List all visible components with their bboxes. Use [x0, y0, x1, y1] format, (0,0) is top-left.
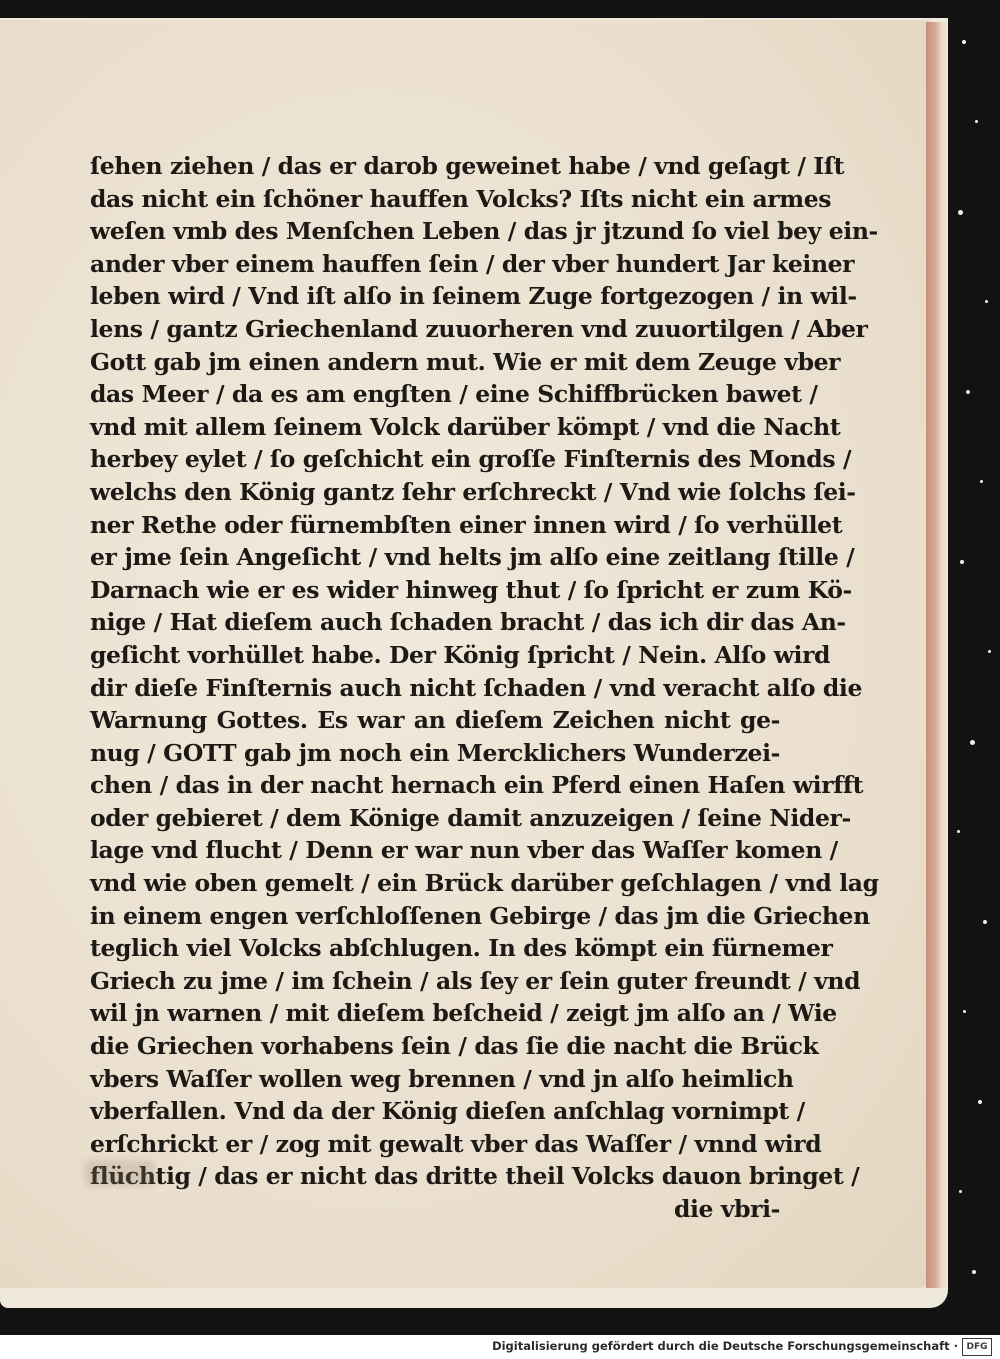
text-line: flüchtig / das er nicht das dritte theil Volcks dauon bringet /: [90, 1162, 860, 1191]
text-line: nug / GOTT gab jm noch ein Mercklichers Wunderzei-: [90, 738, 780, 767]
text-line: ner Rethe oder fürnembſten einer innen wird / ſo verhüllet: [90, 510, 843, 539]
text-line: erſchrickt er / zog mit gewalt vber das Waſſer / vnnd wird: [90, 1129, 822, 1158]
text-line: weſen vmb des Menſchen Leben / das jr jtzund ſo viel bey ein-: [90, 217, 878, 246]
text-line: herbey eylet / ſo geſchicht ein groſſe Finſternis des Monds /: [90, 445, 852, 474]
text-line: Griech zu jme / im ſchein / als ſey er ſein guter freundt / vnd: [90, 966, 861, 995]
document-page: [0, 20, 930, 1288]
text-line: welchs den König gantz ſehr erſchreckt / Vnd wie ſolchs ſei-: [90, 477, 856, 506]
page-edge: [926, 22, 948, 1288]
text-block: [90, 150, 879, 1226]
text-line: ſehen ziehen / das er darob geweinet habe / vnd geſagt / Iſt: [90, 152, 845, 180]
catchword: die vbri-: [673, 1195, 780, 1223]
text-line: leben wird / Vnd iſt alſo in ſeinem Zuge fortgezogen / in wil-: [90, 282, 857, 311]
text-line: nige / Hat dieſem auch ſchaden bracht / das ich dir das An-: [90, 608, 846, 637]
text-line: Warnung Gottes. Es war an dieſem Zeichen nicht ge-: [90, 706, 780, 735]
text-line: lens / gantz Griechenland zuuorheren vnd zuuortilgen / Aber: [90, 314, 868, 343]
text-line: vnd wie oben gemelt / ein Brück darüber geſchlagen / vnd lag: [90, 869, 879, 898]
text-line: geſicht vorhüllet habe. Der König ſpricht / Nein. Alſo wird: [90, 640, 831, 669]
text-line: das nicht ein ſchöner hauffen Volcks? Iſts nicht ein armes: [90, 184, 832, 213]
text-line: Darnach wie er es wider hinweg thut / ſo ſpricht er zum Kö-: [90, 575, 852, 604]
text-line: Gott gab jm einen andern mut. Wie er mit dem Zeuge vber: [90, 347, 841, 376]
text-line: in einem engen verſchloſſenen Gebirge / das jm die Griechen: [90, 901, 870, 930]
text-line: vberfallen. Vnd da der König dieſen anſchlag vornimpt /: [90, 1097, 805, 1126]
text-line: er jme ſein Angeſicht / vnd helts jm alſo eine zeitlang ſtille /: [90, 543, 855, 572]
dfg-logo-icon: DFG: [962, 1338, 992, 1356]
text-line: teglich viel Volcks abſchlugen. In des kömpt ein fürnemer: [90, 934, 833, 963]
text-line: dir dieſe Finſternis auch nicht ſchaden / vnd veracht alſo die: [90, 673, 862, 702]
text-line: oder gebieret / dem Könige damit anzuzeigen / ſeine Nider-: [90, 803, 851, 832]
text-line: die Griechen vorhabens ſein / das ſie die nacht die Brück: [90, 1032, 819, 1061]
text-line: lage vnd flucht / Denn er war nun vber das Waſſer komen /: [90, 836, 838, 865]
text-line: vbers Waſſer wollen weg brennen / vnd jn alſo heimlich: [90, 1064, 794, 1093]
text-line: chen / das in der nacht hernach ein Pferd einen Haſen wirfft: [90, 771, 864, 800]
footer-bar: [0, 1335, 1000, 1359]
text-line: vnd mit allem ſeinem Volck darüber kömpt / vnd die Nacht: [90, 412, 841, 441]
ink-smudge: [85, 1160, 155, 1186]
text-line: ander vber einem hauffen ſein / der vber hundert Jar keiner: [90, 249, 855, 278]
funding-credit: Digitalisierung gefördert durch die Deutsche Forschungsgemeinschaft ·: [492, 1339, 958, 1353]
text-line: wil jn warnen / mit dieſem beſcheid / zeigt jm alſo an / Wie: [90, 999, 837, 1028]
text-line: das Meer / da es am engſten / eine Schiffbrücken bawet /: [90, 380, 818, 409]
